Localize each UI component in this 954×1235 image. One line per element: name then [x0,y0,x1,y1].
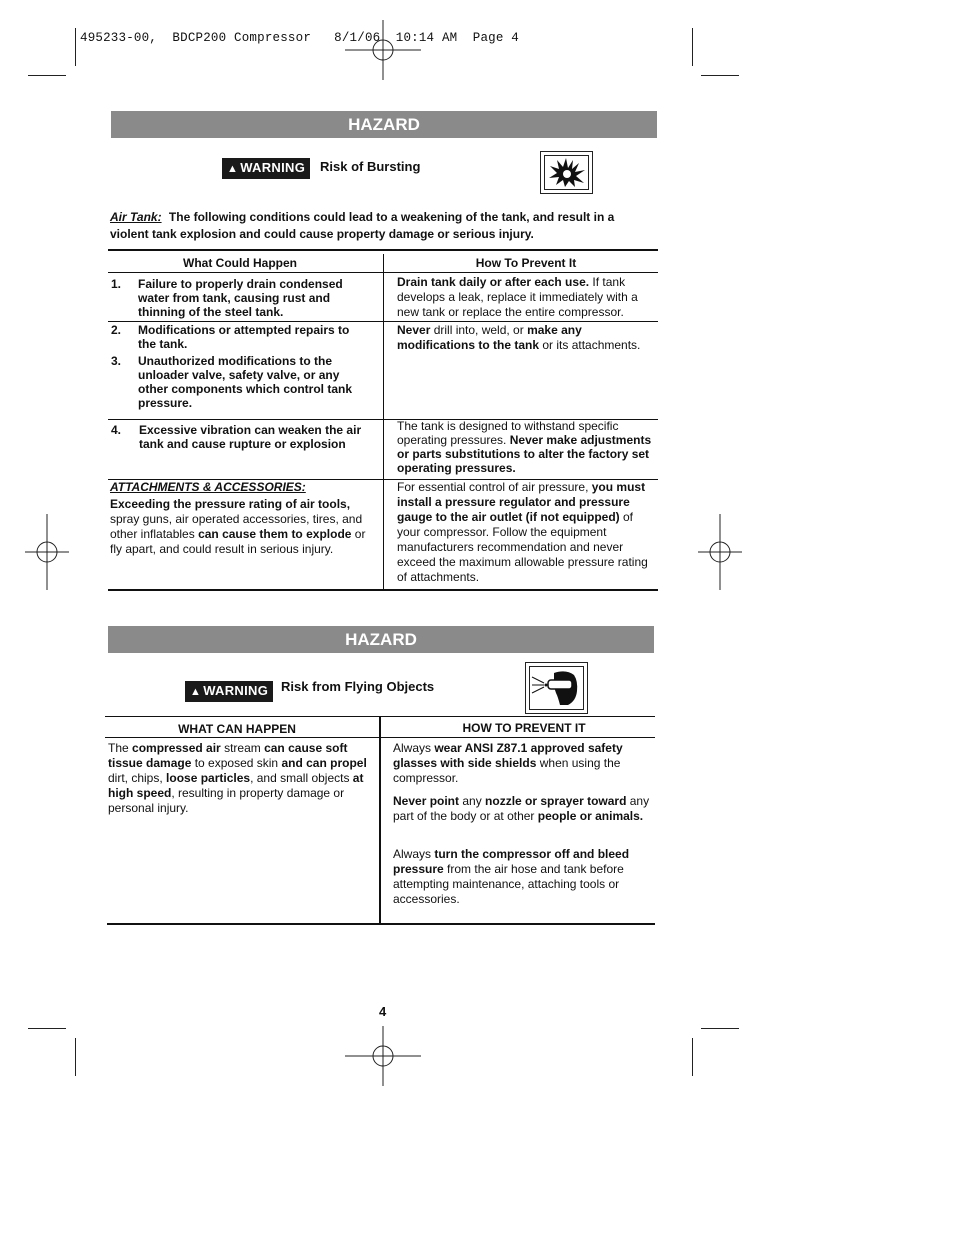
registration-mark-icon [25,514,69,590]
warning-triangle-icon: ▲ [190,686,202,698]
table-rule [105,737,655,738]
crop-mark [701,75,739,76]
prevention-text: The tank is designed to withstand specific operating pressures. Never make adjustments or parts substitutions to alter the factory set operating pressures. [397,419,652,475]
intro-paragraph [110,209,650,243]
item-number: 1. [111,277,122,291]
table-rule [108,272,658,273]
safety-goggles-icon [530,667,583,709]
crop-mark [701,1028,739,1029]
hazard-item: Excessive vibration can weaken the air tank and cause rupture or explosion [139,423,362,451]
crop-mark [75,28,76,66]
explosion-icon [545,156,588,189]
warning-label: WARNING [203,683,269,698]
crop-mark [28,75,66,76]
registration-mark-icon [345,20,421,80]
intro-text: The following conditions could lead to a weakening of the tank, and result in a violent tank explosion and could cause property damage or serious injury. [110,210,615,241]
goggles-pictogram [525,662,588,714]
hazard-item: Unauthorized modifications to the unloader valve, safety valve, or any other components which control tank pressure. [138,354,353,410]
intro-label: Air Tank: [110,210,162,224]
crop-mark [692,28,693,66]
page-number: 4 [379,1004,387,1019]
registration-mark-icon [698,514,742,590]
column-header-what-can-happen: WHAT CAN HAPPEN [178,722,296,736]
column-divider [379,716,381,924]
crop-mark [692,1038,693,1076]
slug-line: 495233-00, BDCP200 Compressor 8/1/06 10:14 AM Page 4 [80,31,519,45]
hazard-banner: HAZARD [111,111,657,138]
risk-title: Risk of Bursting [320,159,421,174]
table-rule [108,249,658,251]
table-rule [108,589,658,591]
warning-label: WARNING [240,160,306,175]
column-divider [383,254,384,590]
table-rule [107,923,655,925]
attachments-hazard-text: Exceeding the pressure rating of air tools, spray guns, air operated accessories, tires, and other inflatables can cause them to explode or fly apart, and could result in serious injury. [110,497,366,556]
explosion-pictogram [540,151,593,194]
registration-mark-icon [345,1026,421,1086]
warning-triangle-icon: ▲ [227,163,239,175]
warning-badge [222,158,310,179]
table-rule [108,321,658,322]
flying-objects-prevention-text-2: Never point any nozzle or sprayer toward any part of the body or at other people or animals. [393,794,650,823]
column-header-how-to-prevent: How To Prevent It [475,256,577,270]
hazard-item: Failure to properly drain condensed water from tank, causing rust and thinning of the steel tank. [138,277,343,319]
item-number: 3. [111,354,122,368]
attachments-prevention-text: For essential control of air pressure, you must install a pressure regulator and pressure gauge to the air outlet (if not equipped) of your compressor. Follow the equipment manufacturers recommendation and never exceed the maximum allowable pressure rating of attachments. [397,480,648,584]
risk-title: Risk from Flying Objects [281,679,435,694]
crop-mark [28,1028,66,1029]
item-number: 2. [111,323,122,337]
item-number: 4. [111,423,122,437]
flying-objects-hazard-text: The compressed air stream can cause soft tissue damage to exposed skin and can propel dirt, chips, loose particles, and small objects at high speed, resulting in property damage or personal injury. [108,741,367,815]
hazard-item: Modifications or attempted repairs to the tank. [138,323,350,351]
column-header-what-could-happen: What Could Happen [183,256,297,270]
hazard-banner: HAZARD [108,626,654,653]
flying-objects-prevention-text-3: Always turn the compressor off and bleed pressure from the air hose and tank before attempting maintenance, attaching tools or accessories. [393,847,630,906]
prevention-text: Never drill into, weld, or make any modifications to the tank or its attachments. [397,323,641,352]
crop-mark [75,1038,76,1076]
warning-badge [185,681,273,702]
attachments-heading: ATTACHMENTS & ACCESSORIES: [110,480,306,494]
flying-objects-prevention-text-1: Always wear ANSI Z87.1 approved safety glasses with side shields when using the compressor. [393,741,623,785]
prevention-text: Drain tank daily or after each use. If tank develops a leak, replace it immediately with a new tank or replace the entire compressor. [397,275,638,319]
column-header-how-to-prevent: HOW TO PREVENT IT [462,721,586,735]
